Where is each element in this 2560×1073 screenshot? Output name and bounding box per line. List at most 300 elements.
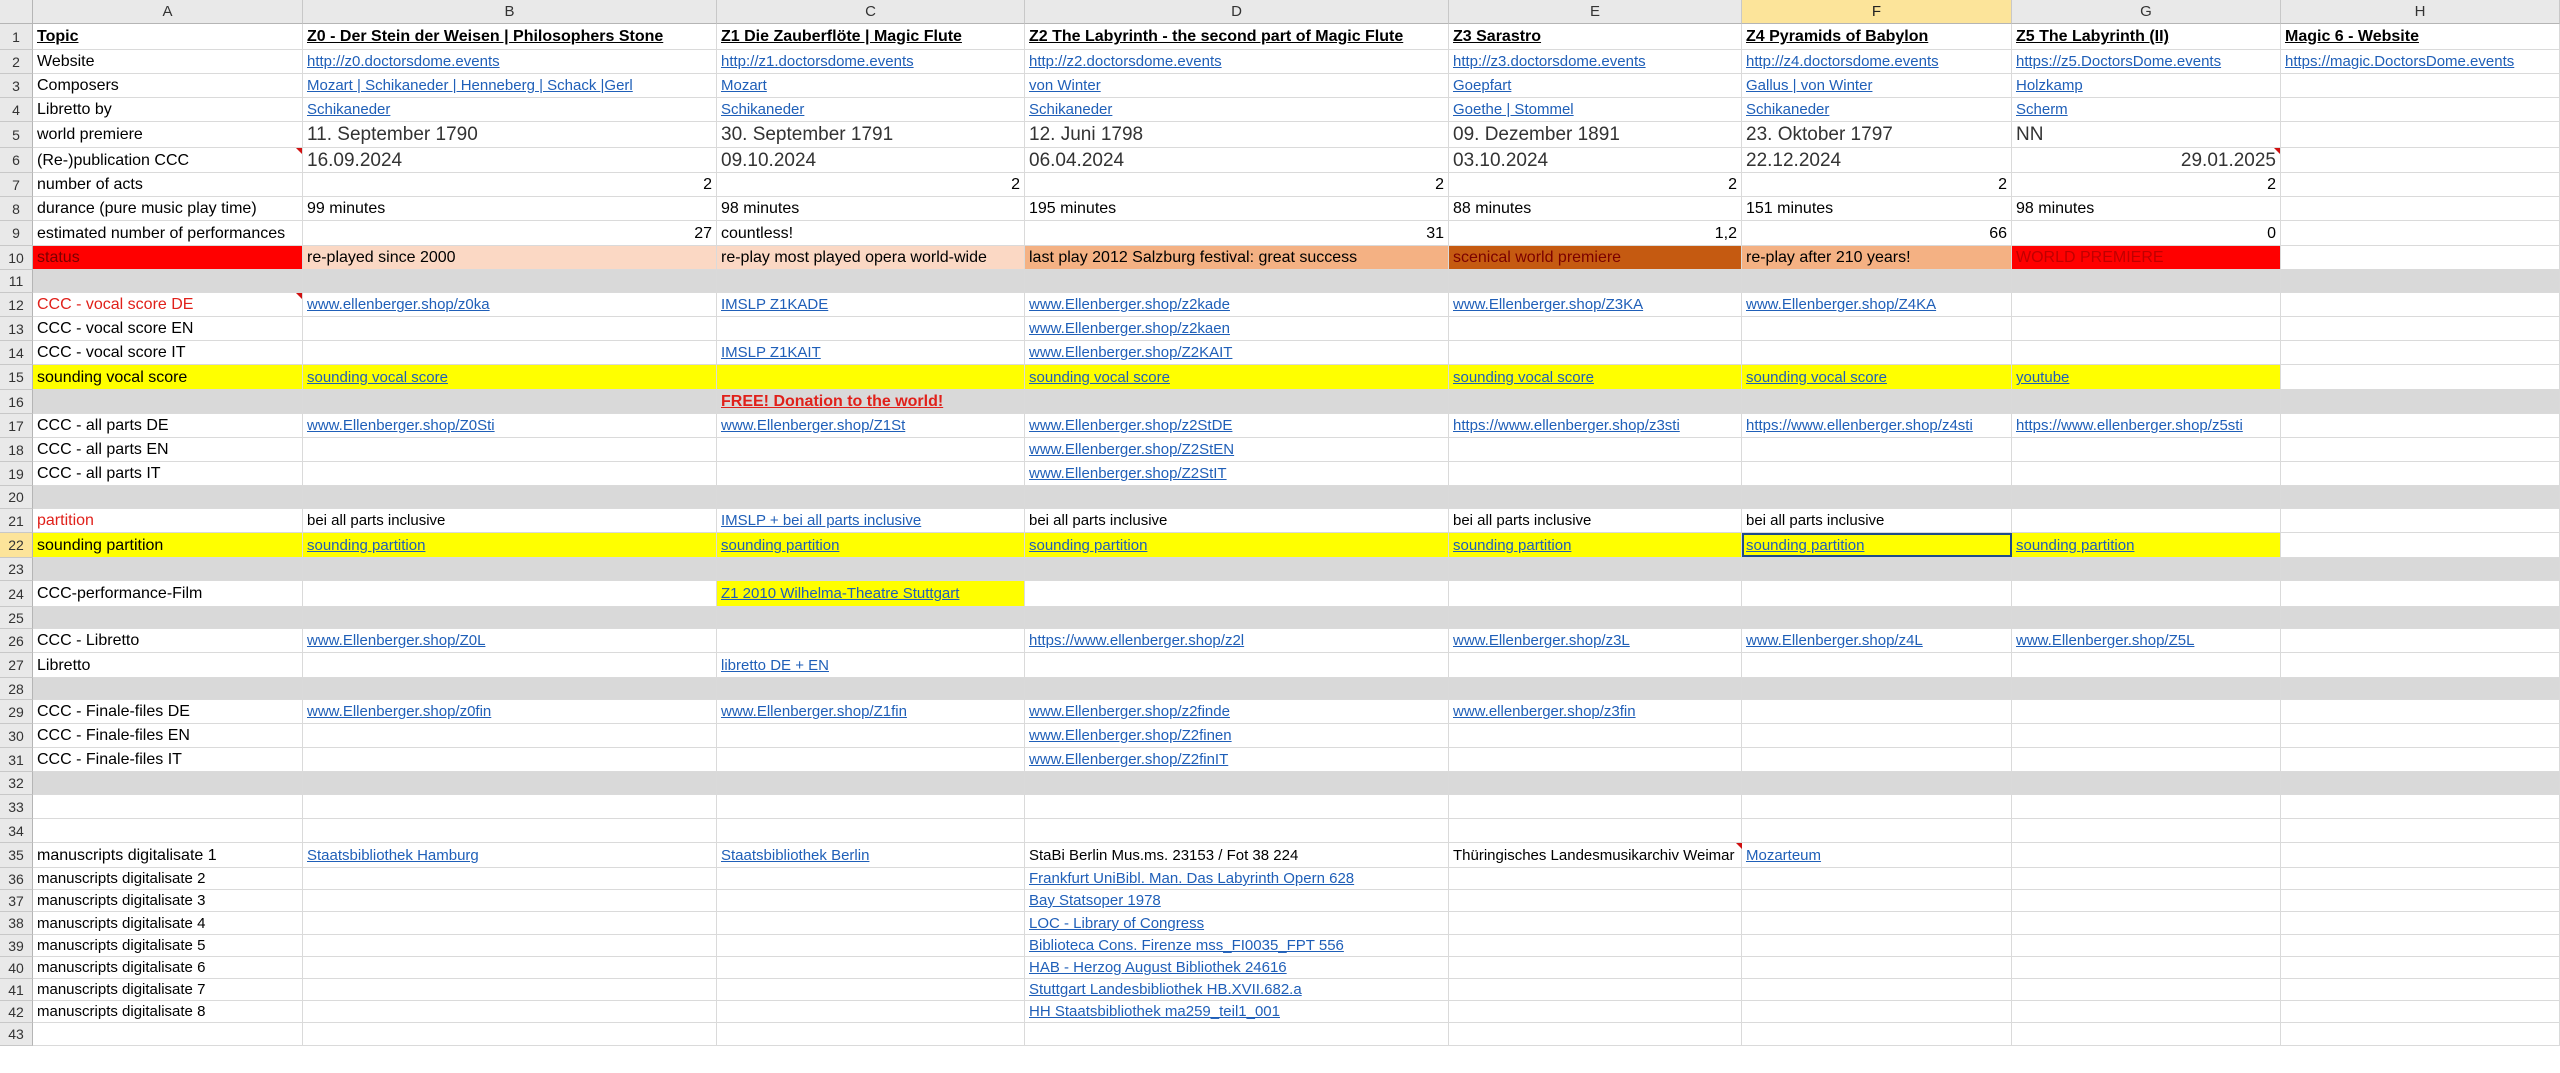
cell-g20[interactable] [2012,486,2281,508]
cell-c19[interactable] [717,462,1025,485]
cell-e22[interactable]: sounding partition [1449,533,1742,557]
cell-c26[interactable] [717,629,1025,652]
cell-b25[interactable] [303,607,717,628]
cell-d16[interactable] [1025,390,1449,413]
cell-c3[interactable]: Mozart [717,74,1025,97]
cell-e26[interactable]: www.Ellenberger.shop/z3L [1449,629,1742,652]
cell-f29[interactable] [1742,700,2012,723]
cell-d21[interactable]: bei all parts inclusive [1025,509,1449,532]
cell-e19[interactable] [1449,462,1742,485]
cell-d32[interactable] [1025,772,1449,794]
cell-e43[interactable] [1449,1023,1742,1045]
row-header-35[interactable]: 35 [0,843,33,868]
cell-d13[interactable]: www.Ellenberger.shop/z2kaen [1025,317,1449,340]
row-header-6[interactable]: 6 [0,148,33,173]
cell-h43[interactable] [2281,1023,2560,1045]
cell-g4[interactable]: Scherm [2012,98,2281,121]
cell-b35[interactable]: Staatsbibliothek Hamburg [303,843,717,867]
cell-f7[interactable]: 2 [1742,173,2012,196]
cell-g27[interactable] [2012,653,2281,677]
cell-a24[interactable]: CCC-performance-Film [33,581,303,606]
cell-h24[interactable] [2281,581,2560,606]
cell-g26[interactable]: www.Ellenberger.shop/Z5L [2012,629,2281,652]
cell-c2[interactable]: http://z1.doctorsdome.events [717,50,1025,73]
row-header-18[interactable]: 18 [0,438,33,462]
cell-f18[interactable] [1742,438,2012,461]
cell-d36[interactable]: Frankfurt UniBibl. Man. Das Labyrinth Opern 628 [1025,868,1449,889]
cell-a42[interactable]: manuscripts digitalisate 8 [33,1001,303,1022]
cell-g16[interactable] [2012,390,2281,413]
cell-c42[interactable] [717,1001,1025,1022]
cell-h9[interactable] [2281,221,2560,245]
cell-g29[interactable] [2012,700,2281,723]
cell-a28[interactable] [33,678,303,699]
cell-d26[interactable]: https://www.ellenberger.shop/z2l [1025,629,1449,652]
cell-h38[interactable] [2281,912,2560,934]
cell-c1[interactable]: Z1 Die Zauberflöte | Magic Flute [717,24,1025,49]
cell-b7[interactable]: 2 [303,173,717,196]
cell-d9[interactable]: 31 [1025,221,1449,245]
cell-e27[interactable] [1449,653,1742,677]
cell-b5[interactable]: 11. September 1790 [303,122,717,147]
cell-b32[interactable] [303,772,717,794]
cell-c32[interactable] [717,772,1025,794]
row-header-29[interactable]: 29 [0,700,33,724]
cell-d7[interactable]: 2 [1025,173,1449,196]
row-header-32[interactable]: 32 [0,772,33,795]
cell-b43[interactable] [303,1023,717,1045]
cell-h7[interactable] [2281,173,2560,196]
cell-h40[interactable] [2281,957,2560,978]
cell-b26[interactable]: www.Ellenberger.shop/Z0L [303,629,717,652]
cell-c6[interactable]: 09.10.2024 [717,148,1025,172]
cell-b16[interactable] [303,390,717,413]
cell-d8[interactable]: 195 minutes [1025,197,1449,220]
cell-g6[interactable]: 29.01.2025 [2012,148,2281,172]
row-header-33[interactable]: 33 [0,795,33,819]
row-header-9[interactable]: 9 [0,221,33,246]
row-header-39[interactable]: 39 [0,935,33,957]
cell-a12[interactable]: CCC - vocal score DE [33,293,303,316]
cell-a40[interactable]: manuscripts digitalisate 6 [33,957,303,978]
cell-c43[interactable] [717,1023,1025,1045]
cell-h8[interactable] [2281,197,2560,220]
cell-e13[interactable] [1449,317,1742,340]
cell-f24[interactable] [1742,581,2012,606]
cell-f8[interactable]: 151 minutes [1742,197,2012,220]
cell-c7[interactable]: 2 [717,173,1025,196]
cell-g23[interactable] [2012,558,2281,580]
cell-d18[interactable]: www.Ellenberger.shop/Z2StEN [1025,438,1449,461]
cell-a17[interactable]: CCC - all parts DE [33,414,303,437]
cell-b29[interactable]: www.Ellenberger.shop/z0fin [303,700,717,723]
cell-g8[interactable]: 98 minutes [2012,197,2281,220]
cell-d28[interactable] [1025,678,1449,699]
cell-h34[interactable] [2281,819,2560,842]
cell-e21[interactable]: bei all parts inclusive [1449,509,1742,532]
cell-c18[interactable] [717,438,1025,461]
cell-f43[interactable] [1742,1023,2012,1045]
cell-h14[interactable] [2281,341,2560,364]
row-header-14[interactable]: 14 [0,341,33,365]
cell-f26[interactable]: www.Ellenberger.shop/z4L [1742,629,2012,652]
cell-h16[interactable] [2281,390,2560,413]
cell-f37[interactable] [1742,890,2012,911]
cell-e40[interactable] [1449,957,1742,978]
cell-c10[interactable]: re-play most played opera world-wide [717,246,1025,269]
cell-g22[interactable]: sounding partition [2012,533,2281,557]
cell-b17[interactable]: www.Ellenberger.shop/Z0Sti [303,414,717,437]
cell-b18[interactable] [303,438,717,461]
cell-d31[interactable]: www.Ellenberger.shop/Z2finIT [1025,748,1449,771]
row-header-4[interactable]: 4 [0,98,33,122]
cell-a8[interactable]: durance (pure music play time) [33,197,303,220]
row-header-26[interactable]: 26 [0,629,33,653]
cell-f21[interactable]: bei all parts inclusive [1742,509,2012,532]
cell-b36[interactable] [303,868,717,889]
cell-g35[interactable] [2012,843,2281,867]
cell-h33[interactable] [2281,795,2560,818]
cell-c33[interactable] [717,795,1025,818]
cell-h3[interactable] [2281,74,2560,97]
cell-a36[interactable]: manuscripts digitalisate 2 [33,868,303,889]
cell-a16[interactable] [33,390,303,413]
cell-g40[interactable] [2012,957,2281,978]
cell-d14[interactable]: www.Ellenberger.shop/Z2KAIT [1025,341,1449,364]
cell-f14[interactable] [1742,341,2012,364]
row-header-5[interactable]: 5 [0,122,33,148]
row-header-20[interactable]: 20 [0,486,33,509]
cell-d43[interactable] [1025,1023,1449,1045]
row-header-12[interactable]: 12 [0,293,33,317]
cell-h32[interactable] [2281,772,2560,794]
cell-a11[interactable] [33,270,303,292]
cell-f22[interactable]: sounding partition [1742,533,2012,557]
cell-e11[interactable] [1449,270,1742,292]
cell-b1[interactable]: Z0 - Der Stein der Weisen | Philosophers Stone [303,24,717,49]
row-header-11[interactable]: 11 [0,270,33,293]
cell-d37[interactable]: Bay Statsoper 1978 [1025,890,1449,911]
cell-b31[interactable] [303,748,717,771]
row-header-43[interactable]: 43 [0,1023,33,1046]
row-header-30[interactable]: 30 [0,724,33,748]
cell-h17[interactable] [2281,414,2560,437]
cell-g33[interactable] [2012,795,2281,818]
cell-c15[interactable] [717,365,1025,389]
cell-h31[interactable] [2281,748,2560,771]
cell-e37[interactable] [1449,890,1742,911]
cell-c23[interactable] [717,558,1025,580]
cell-e1[interactable]: Z3 Sarastro [1449,24,1742,49]
cell-e6[interactable]: 03.10.2024 [1449,148,1742,172]
cell-g14[interactable] [2012,341,2281,364]
cell-f42[interactable] [1742,1001,2012,1022]
cell-c4[interactable]: Schikaneder [717,98,1025,121]
cell-b39[interactable] [303,935,717,956]
column-header-a[interactable]: A [33,0,303,24]
cell-g36[interactable] [2012,868,2281,889]
cell-f30[interactable] [1742,724,2012,747]
cell-h10[interactable] [2281,246,2560,269]
cell-g7[interactable]: 2 [2012,173,2281,196]
row-header-13[interactable]: 13 [0,317,33,341]
cell-h30[interactable] [2281,724,2560,747]
cell-a29[interactable]: CCC - Finale-files DE [33,700,303,723]
cell-b40[interactable] [303,957,717,978]
cell-a22[interactable]: sounding partition [33,533,303,557]
cell-h2[interactable]: https://magic.DoctorsDome.events [2281,50,2560,73]
cell-c34[interactable] [717,819,1025,842]
cell-c9[interactable]: countless! [717,221,1025,245]
cell-f1[interactable]: Z4 Pyramids of Babylon [1742,24,2012,49]
cell-a41[interactable]: manuscripts digitalisate 7 [33,979,303,1000]
cell-a10[interactable]: status [33,246,303,269]
cell-g18[interactable] [2012,438,2281,461]
cell-a37[interactable]: manuscripts digitalisate 3 [33,890,303,911]
cell-b27[interactable] [303,653,717,677]
cell-b42[interactable] [303,1001,717,1022]
row-header-42[interactable]: 42 [0,1001,33,1023]
cell-c35[interactable]: Staatsbibliothek Berlin [717,843,1025,867]
cell-e7[interactable]: 2 [1449,173,1742,196]
cell-f35[interactable]: Mozarteum [1742,843,2012,867]
cell-h6[interactable] [2281,148,2560,172]
cell-d11[interactable] [1025,270,1449,292]
cell-e16[interactable] [1449,390,1742,413]
cell-g13[interactable] [2012,317,2281,340]
cell-b15[interactable]: sounding vocal score [303,365,717,389]
cell-b22[interactable]: sounding partition [303,533,717,557]
cell-a15[interactable]: sounding vocal score [33,365,303,389]
cell-g31[interactable] [2012,748,2281,771]
cell-c27[interactable]: libretto DE + EN [717,653,1025,677]
cell-e29[interactable]: www.ellenberger.shop/z3fin [1449,700,1742,723]
row-header-19[interactable]: 19 [0,462,33,486]
cell-g17[interactable]: https://www.ellenberger.shop/z5sti [2012,414,2281,437]
row-header-24[interactable]: 24 [0,581,33,607]
cell-h27[interactable] [2281,653,2560,677]
cell-f25[interactable] [1742,607,2012,628]
cell-c28[interactable] [717,678,1025,699]
cell-c16[interactable]: FREE! Donation to the world! [717,390,1025,413]
cell-f28[interactable] [1742,678,2012,699]
cell-f10[interactable]: re-play after 210 years! [1742,246,2012,269]
column-header-f[interactable]: F [1742,0,2012,24]
cell-d33[interactable] [1025,795,1449,818]
cell-b8[interactable]: 99 minutes [303,197,717,220]
cell-a13[interactable]: CCC - vocal score EN [33,317,303,340]
cell-e38[interactable] [1449,912,1742,934]
cell-a20[interactable] [33,486,303,508]
cell-g43[interactable] [2012,1023,2281,1045]
cell-b3[interactable]: Mozart | Schikaneder | Henneberg | Schack |Gerl [303,74,717,97]
cell-e31[interactable] [1449,748,1742,771]
cell-a23[interactable] [33,558,303,580]
cell-f4[interactable]: Schikaneder [1742,98,2012,121]
cell-a14[interactable]: CCC - vocal score IT [33,341,303,364]
cell-a34[interactable] [33,819,303,842]
row-header-3[interactable]: 3 [0,74,33,98]
cell-a25[interactable] [33,607,303,628]
cell-g34[interactable] [2012,819,2281,842]
column-header-c[interactable]: C [717,0,1025,24]
row-header-22[interactable]: 22 [0,533,33,558]
cell-d5[interactable]: 12. Juni 1798 [1025,122,1449,147]
cell-b34[interactable] [303,819,717,842]
cell-c40[interactable] [717,957,1025,978]
cell-d19[interactable]: www.Ellenberger.shop/Z2StIT [1025,462,1449,485]
cell-h11[interactable] [2281,270,2560,292]
cell-h20[interactable] [2281,486,2560,508]
cell-a3[interactable]: Composers [33,74,303,97]
cell-e2[interactable]: http://z3.doctorsdome.events [1449,50,1742,73]
cell-f33[interactable] [1742,795,2012,818]
cell-c41[interactable] [717,979,1025,1000]
cell-g5[interactable]: NN [2012,122,2281,147]
cell-g28[interactable] [2012,678,2281,699]
cell-b19[interactable] [303,462,717,485]
cell-c20[interactable] [717,486,1025,508]
cell-a5[interactable]: world premiere [33,122,303,147]
cell-h37[interactable] [2281,890,2560,911]
cell-f40[interactable] [1742,957,2012,978]
cell-b14[interactable] [303,341,717,364]
row-header-37[interactable]: 37 [0,890,33,912]
row-header-25[interactable]: 25 [0,607,33,629]
cell-a39[interactable]: manuscripts digitalisate 5 [33,935,303,956]
cell-a19[interactable]: CCC - all parts IT [33,462,303,485]
cell-h23[interactable] [2281,558,2560,580]
cell-g1[interactable]: Z5 The Labyrinth (II) [2012,24,2281,49]
cell-a27[interactable]: Libretto [33,653,303,677]
cell-a33[interactable] [33,795,303,818]
row-header-15[interactable]: 15 [0,365,33,390]
cell-d15[interactable]: sounding vocal score [1025,365,1449,389]
cell-a6[interactable]: (Re-)publication CCC [33,148,303,172]
cell-g32[interactable] [2012,772,2281,794]
cell-e30[interactable] [1449,724,1742,747]
column-header-e[interactable]: E [1449,0,1742,24]
row-header-34[interactable]: 34 [0,819,33,843]
cell-g24[interactable] [2012,581,2281,606]
cell-b21[interactable]: bei all parts inclusive [303,509,717,532]
cell-h4[interactable] [2281,98,2560,121]
cell-d38[interactable]: LOC - Library of Congress [1025,912,1449,934]
cell-e24[interactable] [1449,581,1742,606]
cell-a4[interactable]: Libretto by [33,98,303,121]
cell-b11[interactable] [303,270,717,292]
cell-g21[interactable] [2012,509,2281,532]
cell-d41[interactable]: Stuttgart Landesbibliothek HB.XVII.682.a [1025,979,1449,1000]
cell-f5[interactable]: 23. Oktober 1797 [1742,122,2012,147]
comment-indicator-icon[interactable] [296,148,302,154]
cell-c12[interactable]: IMSLP Z1KADE [717,293,1025,316]
column-header-g[interactable]: G [2012,0,2281,24]
cell-h36[interactable] [2281,868,2560,889]
cell-e34[interactable] [1449,819,1742,842]
cell-f38[interactable] [1742,912,2012,934]
cell-d20[interactable] [1025,486,1449,508]
cell-c36[interactable] [717,868,1025,889]
cell-g3[interactable]: Holzkamp [2012,74,2281,97]
cell-f9[interactable]: 66 [1742,221,2012,245]
cell-a35[interactable]: manuscripts digitalisate 1 [33,843,303,867]
cell-d12[interactable]: www.Ellenberger.shop/z2kade [1025,293,1449,316]
row-header-40[interactable]: 40 [0,957,33,979]
cell-a38[interactable]: manuscripts digitalisate 4 [33,912,303,934]
cell-b33[interactable] [303,795,717,818]
cell-a2[interactable]: Website [33,50,303,73]
cell-d22[interactable]: sounding partition [1025,533,1449,557]
cell-g15[interactable]: youtube [2012,365,2281,389]
cell-h1[interactable]: Magic 6 - Website [2281,24,2560,49]
cell-e12[interactable]: www.Ellenberger.shop/Z3KA [1449,293,1742,316]
cell-g12[interactable] [2012,293,2281,316]
cell-e9[interactable]: 1,2 [1449,221,1742,245]
cell-e17[interactable]: https://www.ellenberger.shop/z3sti [1449,414,1742,437]
cell-c21[interactable]: IMSLP + bei all parts inclusive [717,509,1025,532]
row-header-36[interactable]: 36 [0,868,33,890]
cell-d6[interactable]: 06.04.2024 [1025,148,1449,172]
cell-a26[interactable]: CCC - Libretto [33,629,303,652]
row-header-23[interactable]: 23 [0,558,33,581]
cell-f41[interactable] [1742,979,2012,1000]
cell-b41[interactable] [303,979,717,1000]
cell-g37[interactable] [2012,890,2281,911]
cell-b24[interactable] [303,581,717,606]
row-header-2[interactable]: 2 [0,50,33,74]
cell-c37[interactable] [717,890,1025,911]
cell-a1[interactable]: Topic [33,24,303,49]
cell-g11[interactable] [2012,270,2281,292]
cell-h19[interactable] [2281,462,2560,485]
cell-d17[interactable]: www.Ellenberger.shop/z2StDE [1025,414,1449,437]
cell-h15[interactable] [2281,365,2560,389]
cell-g30[interactable] [2012,724,2281,747]
cell-h41[interactable] [2281,979,2560,1000]
cell-e3[interactable]: Goepfart [1449,74,1742,97]
cell-b6[interactable]: 16.09.2024 [303,148,717,172]
cell-c29[interactable]: www.Ellenberger.shop/Z1fin [717,700,1025,723]
cell-h29[interactable] [2281,700,2560,723]
cell-f31[interactable] [1742,748,2012,771]
row-header-1[interactable]: 1 [0,24,33,50]
cell-b38[interactable] [303,912,717,934]
cell-d23[interactable] [1025,558,1449,580]
cell-e39[interactable] [1449,935,1742,956]
cell-d3[interactable]: von Winter [1025,74,1449,97]
cell-d29[interactable]: www.Ellenberger.shop/z2finde [1025,700,1449,723]
cell-a9[interactable]: estimated number of performances [33,221,303,245]
cell-g19[interactable] [2012,462,2281,485]
cell-f3[interactable]: Gallus | von Winter [1742,74,2012,97]
cell-g41[interactable] [2012,979,2281,1000]
cell-a43[interactable] [33,1023,303,1045]
cell-a31[interactable]: CCC - Finale-files IT [33,748,303,771]
cell-f12[interactable]: www.Ellenberger.shop/Z4KA [1742,293,2012,316]
cell-f11[interactable] [1742,270,2012,292]
cell-d34[interactable] [1025,819,1449,842]
cell-g9[interactable]: 0 [2012,221,2281,245]
row-header-38[interactable]: 38 [0,912,33,935]
cell-g25[interactable] [2012,607,2281,628]
row-header-8[interactable]: 8 [0,197,33,221]
cell-f16[interactable] [1742,390,2012,413]
cell-e20[interactable] [1449,486,1742,508]
cell-d39[interactable]: Biblioteca Cons. Firenze mss_FI0035_FPT 556 [1025,935,1449,956]
cell-g2[interactable]: https://z5.DoctorsDome.events [2012,50,2281,73]
cell-f15[interactable]: sounding vocal score [1742,365,2012,389]
